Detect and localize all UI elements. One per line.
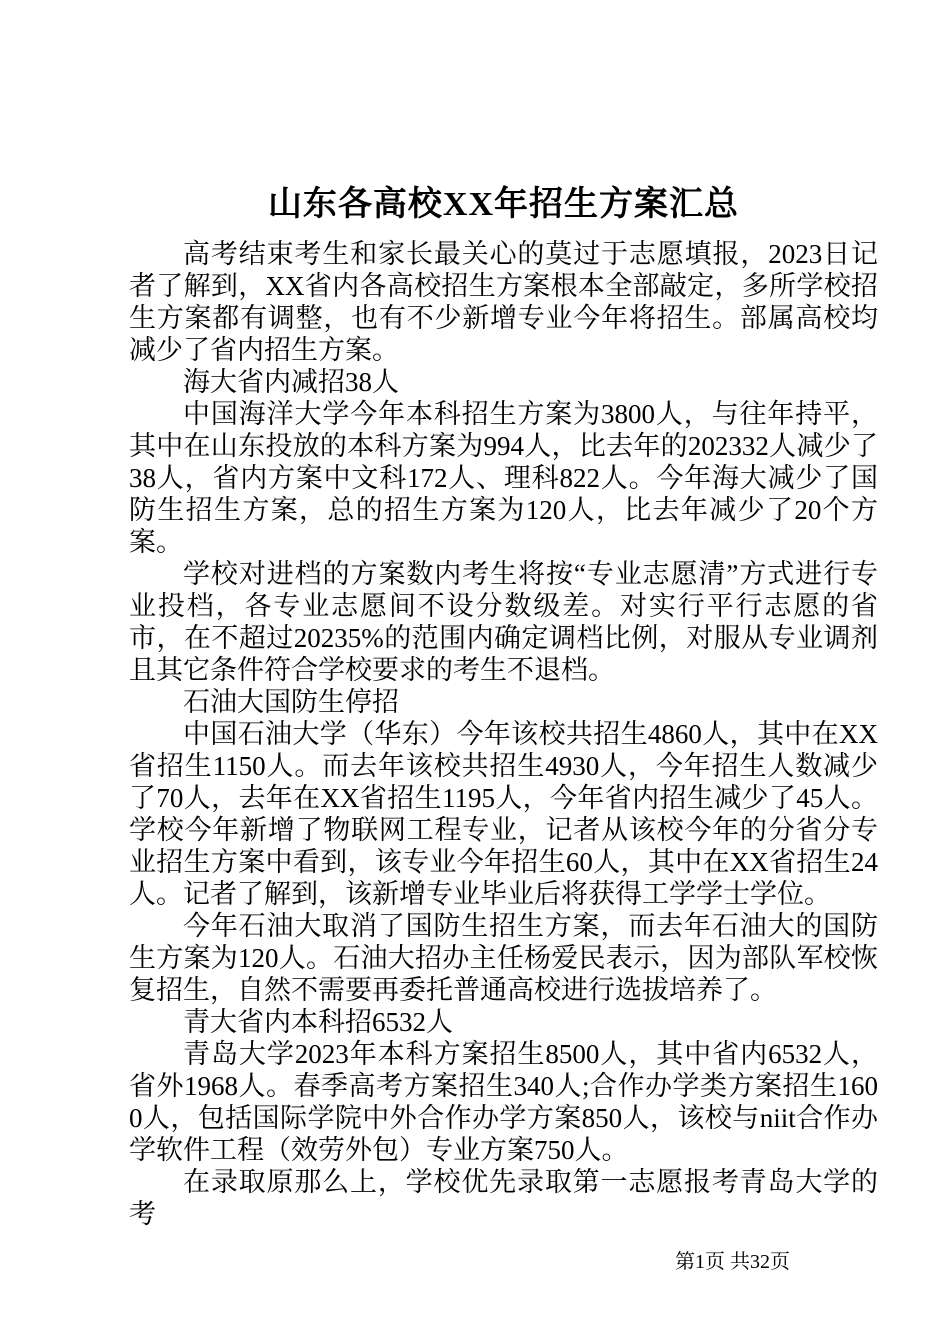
- paragraph: 中国海洋大学今年本科招生方案为3800人，与往年持平，其中在山东投放的本科方案为994人，比去年的202332人减少了38人，省内方案中文科172人、理科822人。今年海大减少了国防生招生方案，总的招生方案为120人，比去年减少了20个方案。: [129, 399, 878, 557]
- paragraph: 中国石油大学（华东）今年该校共招生4860人，其中在XX省招生1150人。而去年该校共招生4930人，今年招生人数减少了70人，去年在XX省招生1195人，今年省内招生减少了45人。学校今年新增了物联网工程专业，记者从该校今年的分省分专业招生方案中看到，该专业今年招生60人，其中在XX省招生24人。记者了解到，该新增专业毕业后将获得工学学士学位。: [129, 719, 878, 909]
- document-body: [129, 238, 878, 1230]
- section-heading: 石油大国防生停招: [183, 687, 399, 717]
- paragraph: 学校对进档的方案数内考生将按“专业志愿清”方式进行专业投档，各专业志愿间不设分数级差。对实行平行志愿的省市，在不超过20235%的范围内确定调档比例，对服从专业调剂且其它条件符合学校要求的考生不退档。: [129, 559, 878, 685]
- section-heading: 海大省内减招38人: [183, 367, 399, 397]
- document-title: 山东各高校XX年招生方案汇总: [267, 186, 740, 223]
- page-indicator: 第1页 共32页: [675, 1251, 790, 1273]
- paragraph: 高考结束考生和家长最关心的莫过于志愿填报，2023日记者了解到，XX省内各高校招生方案根本全部敲定，多所学校招生方案都有调整，也有不少新增专业今年将招生。部属高校均减少了省内招生方案。: [129, 239, 878, 365]
- page-footer: [675, 1252, 790, 1272]
- section-heading: 青大省内本科招6532人: [183, 1007, 453, 1037]
- paragraph: 今年石油大取消了国防生招生方案，而去年石油大的国防生方案为120人。石油大招办主任杨爱民表示，因为部队军校恢复招生，自然不需要再委托普通高校进行选拔培养了。: [129, 911, 878, 1005]
- paragraph: 青岛大学2023年本科方案招生8500人，其中省内6532人，省外1968人。春季高考方案招生340人;合作办学类方案招生1600人，包括国际学院中外合作办学方案850人，该校与niit合作办学软件工程（效劳外包）专业方案750人。: [129, 1039, 878, 1165]
- paragraph: 在录取原那么上，学校优先录取第一志愿报考青岛大学的考: [129, 1167, 878, 1229]
